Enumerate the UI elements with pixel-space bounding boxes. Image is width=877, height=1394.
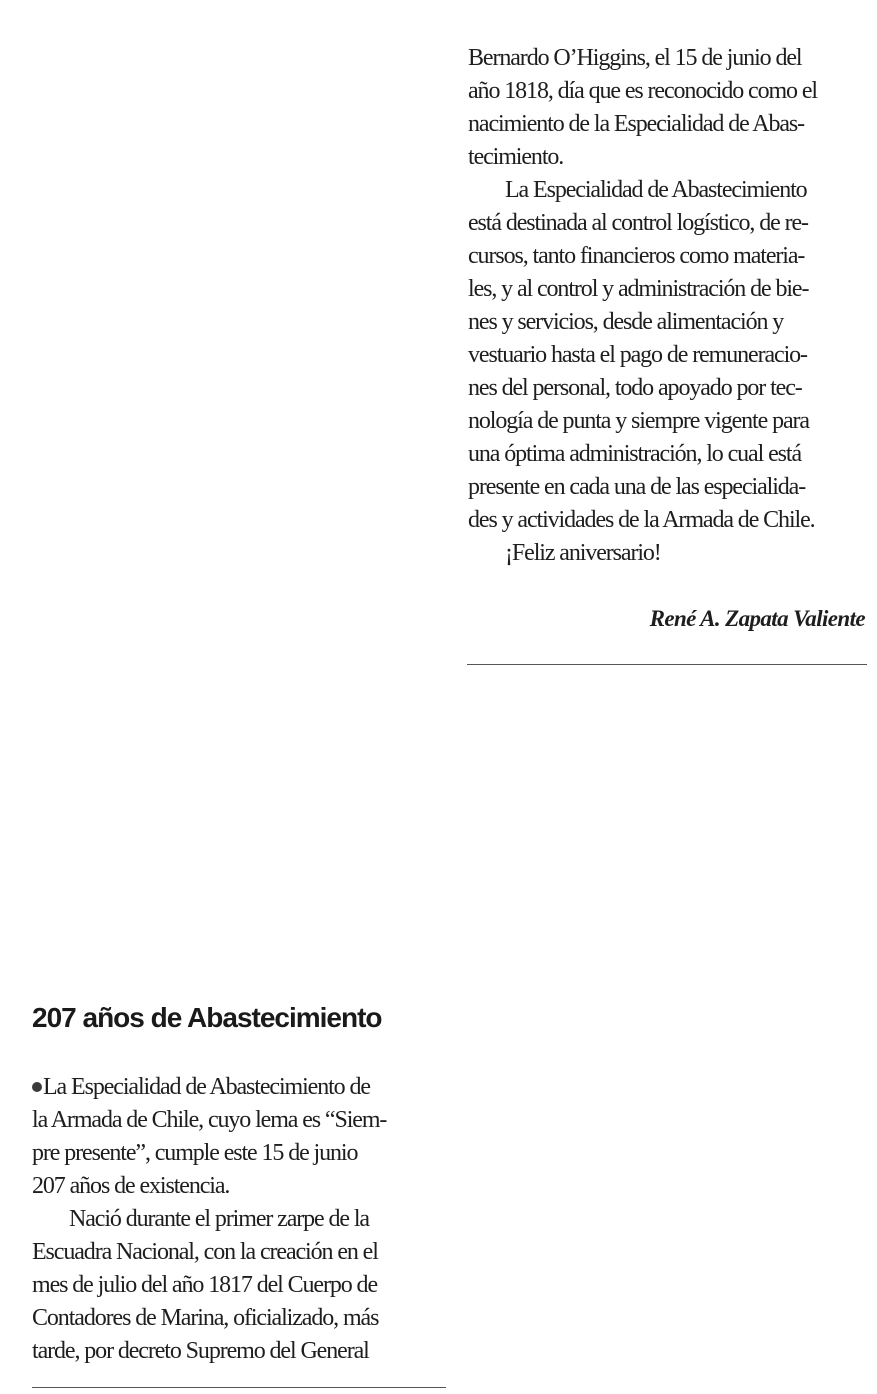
body-line: nología de punta y siempre vigente para <box>468 408 809 434</box>
body-line: Escuadra Nacional, con la creación en el <box>32 1239 378 1265</box>
right-letter-clipping <box>455 0 877 700</box>
body-line: Bernardo O’Higgins, el 15 de junio del <box>468 45 802 71</box>
author-signature: René A. Zapata Valiente <box>649 606 865 631</box>
body-line-text: La Especialidad de Abastecimiento de <box>43 1074 370 1100</box>
left-news-clipping <box>0 985 450 1394</box>
bottom-rule <box>467 664 867 665</box>
body-line: des y actividades de la Armada de Chile. <box>468 507 815 533</box>
body-line: les, y al control y administración de bie- <box>468 276 809 302</box>
body-line: tecimiento. <box>468 144 564 170</box>
body-line: ¡Feliz aniversario! <box>505 540 661 566</box>
body-line: vestuario hasta el pago de remuneracio- <box>468 342 807 368</box>
body-line <box>32 1071 370 1104</box>
body-line: está destinada al control logístico, de re- <box>468 210 808 236</box>
body-line: presente en cada una de las especialida- <box>468 474 806 500</box>
body-line: cursos, tanto financieros como materia- <box>468 243 805 269</box>
body-line: la Armada de Chile, cuyo lema es “Siem- <box>32 1107 387 1133</box>
bottom-rule <box>32 1387 446 1388</box>
body-line: Nació durante el primer zarpe de la <box>69 1206 369 1232</box>
body-line: año 1818, día que es reconocido como el <box>468 78 817 104</box>
body-line: La Especialidad de Abastecimiento <box>505 177 807 203</box>
body-line: mes de julio del año 1817 del Cuerpo de <box>32 1272 378 1298</box>
body-line: 207 años de existencia. <box>32 1173 230 1199</box>
body-line: una óptima administración, lo cual está <box>468 441 801 467</box>
body-line: nacimiento de la Especialidad de Abas- <box>468 111 805 137</box>
headline: 207 años de Abastecimiento <box>32 1002 382 1033</box>
body-line: pre presente”, cumple este 15 de junio <box>32 1140 358 1166</box>
body-line: nes del personal, todo apoyado por tec- <box>468 375 802 401</box>
body-line: nes y servicios, desde alimentación y <box>468 309 784 335</box>
body-line: Contadores de Marina, oficializado, más <box>32 1305 379 1331</box>
body-line: tarde, por decreto Supremo del General <box>32 1338 369 1364</box>
bullet-icon <box>32 1082 42 1092</box>
